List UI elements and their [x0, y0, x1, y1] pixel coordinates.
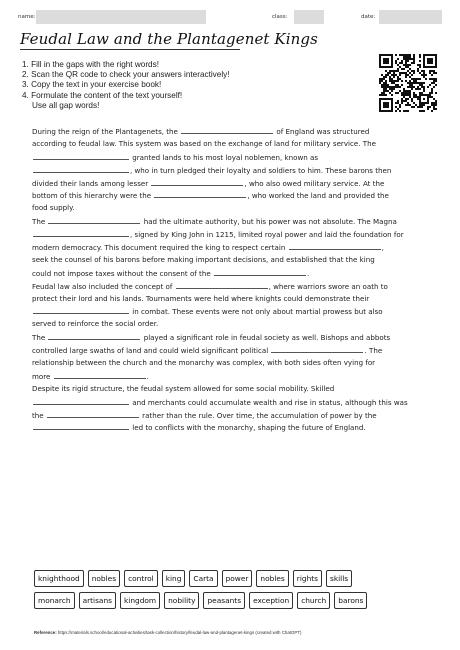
- word-chip[interactable]: knighthood: [34, 570, 84, 587]
- instruction-item: 3. Copy the text in your exercise book!: [22, 80, 162, 90]
- text-line: [32, 203, 432, 216]
- text-segment: had the ultimate authority, but his power was not absolute. The Magna: [141, 217, 397, 227]
- text-segment: played a significant role in feudal society as well. Bishops and abbots: [141, 333, 391, 343]
- gap-blank[interactable]: [33, 422, 129, 430]
- text-segment: controlled large swaths of land and could wield significant political: [32, 346, 271, 356]
- gap-blank[interactable]: [47, 410, 139, 418]
- gap-blank[interactable]: [214, 268, 306, 276]
- word-chip[interactable]: nobility: [164, 592, 199, 609]
- instructions-list: [22, 60, 230, 111]
- text-segment: modern democracy. This document required the king to respect certain: [32, 243, 288, 253]
- word-chip[interactable]: exception: [249, 592, 293, 609]
- text-line: [32, 358, 432, 371]
- text-segment: divided their lands among lesser: [32, 178, 151, 188]
- text-segment: and merchants could accumulate wealth and rise in status, although this was: [130, 397, 408, 407]
- gap-blank[interactable]: [48, 332, 140, 340]
- text-line: [32, 126, 432, 139]
- text-line: [32, 294, 432, 307]
- text-line: [32, 242, 432, 255]
- text-line: [32, 384, 432, 397]
- reference-label: Reference:: [34, 630, 57, 635]
- text-segment: . The: [364, 346, 383, 356]
- gap-blank[interactable]: [154, 190, 246, 198]
- word-chip[interactable]: nobles: [256, 570, 288, 587]
- name-label: name:: [18, 14, 36, 20]
- title-underline: [20, 49, 240, 50]
- text-segment: , signed by King John in 1215, limited royal power and laid the foundation for: [130, 230, 404, 240]
- gap-blank[interactable]: [289, 242, 381, 250]
- gap-blank[interactable]: [33, 152, 129, 160]
- word-chip[interactable]: skills: [326, 570, 352, 587]
- text-segment: served to reinforce the social order.: [32, 319, 159, 329]
- text-segment: the: [32, 410, 46, 420]
- text-segment: seek the counsel of his barons before making important decisions, and established that the king: [32, 254, 375, 264]
- text-segment: ,: [381, 243, 384, 253]
- text-line: [32, 268, 432, 281]
- text-segment: Despite its rigid structure, the feudal system allowed for some social mobility. Skilled: [32, 383, 335, 393]
- word-chip[interactable]: church: [297, 592, 330, 609]
- text-segment: , who worked the land and provided the: [247, 191, 389, 201]
- text-segment: , who also owed military service. At the: [244, 178, 385, 188]
- qr-code-icon[interactable]: [379, 54, 437, 112]
- text-segment: The: [32, 217, 48, 227]
- text-segment: .: [306, 268, 310, 278]
- text-segment: , who in turn pledged their loyalty and soldiers to him. These barons then: [130, 165, 392, 175]
- worksheet-title: Feudal Law and the Plantagenet Kings: [20, 30, 318, 48]
- text-line: [32, 319, 432, 332]
- gap-blank[interactable]: [271, 345, 363, 353]
- text-line: [32, 229, 432, 242]
- text-segment: in combat. These events were not only about martial prowess but also: [130, 307, 383, 317]
- reference-line: [34, 630, 301, 635]
- instruction-item: 4. Formulate the content of the text yourself!: [22, 90, 183, 100]
- gap-blank[interactable]: [181, 126, 273, 134]
- word-bank-row: [34, 592, 434, 609]
- text-segment: , where warriors swore an oath to: [268, 281, 388, 291]
- gap-blank[interactable]: [176, 281, 268, 289]
- word-chip[interactable]: monarch: [34, 592, 75, 609]
- word-chip[interactable]: rights: [293, 570, 322, 587]
- text-segment: granted lands to his most loyal noblemen, known as: [130, 152, 319, 162]
- text-segment: could not impose taxes without the consent of the: [32, 268, 213, 278]
- text-line: [32, 139, 432, 152]
- word-bank: [34, 570, 434, 614]
- word-chip[interactable]: king: [162, 570, 186, 587]
- text-line: [32, 281, 432, 294]
- gap-blank[interactable]: [33, 229, 129, 237]
- text-line: [32, 178, 432, 191]
- text-segment: rather than the rule. Over time, the accumulation of power by the: [139, 410, 377, 420]
- text-line: [32, 216, 432, 229]
- text-segment: .: [146, 371, 149, 381]
- class-field[interactable]: [294, 10, 324, 24]
- gap-blank[interactable]: [48, 216, 140, 224]
- text-segment: of England was structured: [274, 127, 370, 136]
- word-bank-row: [34, 570, 434, 587]
- text-line: [32, 152, 432, 165]
- text-line: [32, 165, 432, 178]
- text-segment: relationship between the church and the monarchy was complex, with both sides often vying for: [32, 358, 376, 368]
- gap-blank[interactable]: [33, 397, 129, 405]
- text-line: [32, 422, 432, 435]
- gap-blank[interactable]: [33, 165, 129, 173]
- date-label: date:: [361, 14, 376, 20]
- name-field[interactable]: [36, 10, 206, 24]
- class-label: class:: [272, 14, 288, 20]
- word-chip[interactable]: kingdom: [120, 592, 160, 609]
- instruction-item: 2. Scan the QR code to check your answers interactively!: [22, 70, 230, 80]
- word-chip[interactable]: Carta: [189, 570, 217, 587]
- word-chip[interactable]: barons: [334, 592, 367, 609]
- text-segment: protect their lord and his lands. Tournaments were held where knights could demonstrate their: [32, 293, 370, 303]
- word-chip[interactable]: artisans: [79, 592, 116, 609]
- text-line: [32, 306, 432, 319]
- text-line: [32, 255, 432, 268]
- text-segment: more: [32, 371, 53, 381]
- word-chip[interactable]: power: [222, 570, 253, 587]
- reference-url: https://materials.school/educational-activities/task-collection/history/feudal-law-and-plantagenet-kings (created with ChatGPT): [56, 630, 302, 635]
- instruction-item: 1. Fill in the gaps with the right words!: [22, 60, 159, 69]
- text-segment: food supply.: [32, 203, 75, 213]
- instruction-item: Use all gap words!: [32, 100, 100, 110]
- text-segment: During the reign of the Plantagenets, the: [32, 127, 181, 136]
- text-line: [32, 190, 432, 203]
- date-field[interactable]: [379, 10, 442, 24]
- text-segment: bottom of this hierarchy were the: [32, 191, 154, 201]
- gap-blank[interactable]: [33, 306, 129, 314]
- text-line: [32, 345, 432, 358]
- word-chip[interactable]: control: [124, 570, 158, 587]
- text-line: [32, 397, 432, 410]
- text-segment: led to conflicts with the monarchy, shaping the future of England.: [130, 423, 366, 433]
- gap-blank[interactable]: [151, 178, 243, 186]
- text-line: [32, 371, 432, 384]
- word-chip[interactable]: peasants: [203, 592, 245, 609]
- gap-text: [32, 126, 432, 435]
- text-segment: according to feudal law. This system was based on the exchange of land for military service. The: [32, 138, 376, 148]
- text-line: [32, 410, 432, 423]
- worksheet-header: [18, 10, 442, 26]
- text-line: [32, 332, 432, 345]
- word-chip[interactable]: nobles: [88, 570, 120, 587]
- text-segment: Feudal law also included the concept of: [32, 281, 175, 291]
- gap-blank[interactable]: [54, 371, 146, 379]
- text-segment: The: [32, 333, 48, 343]
